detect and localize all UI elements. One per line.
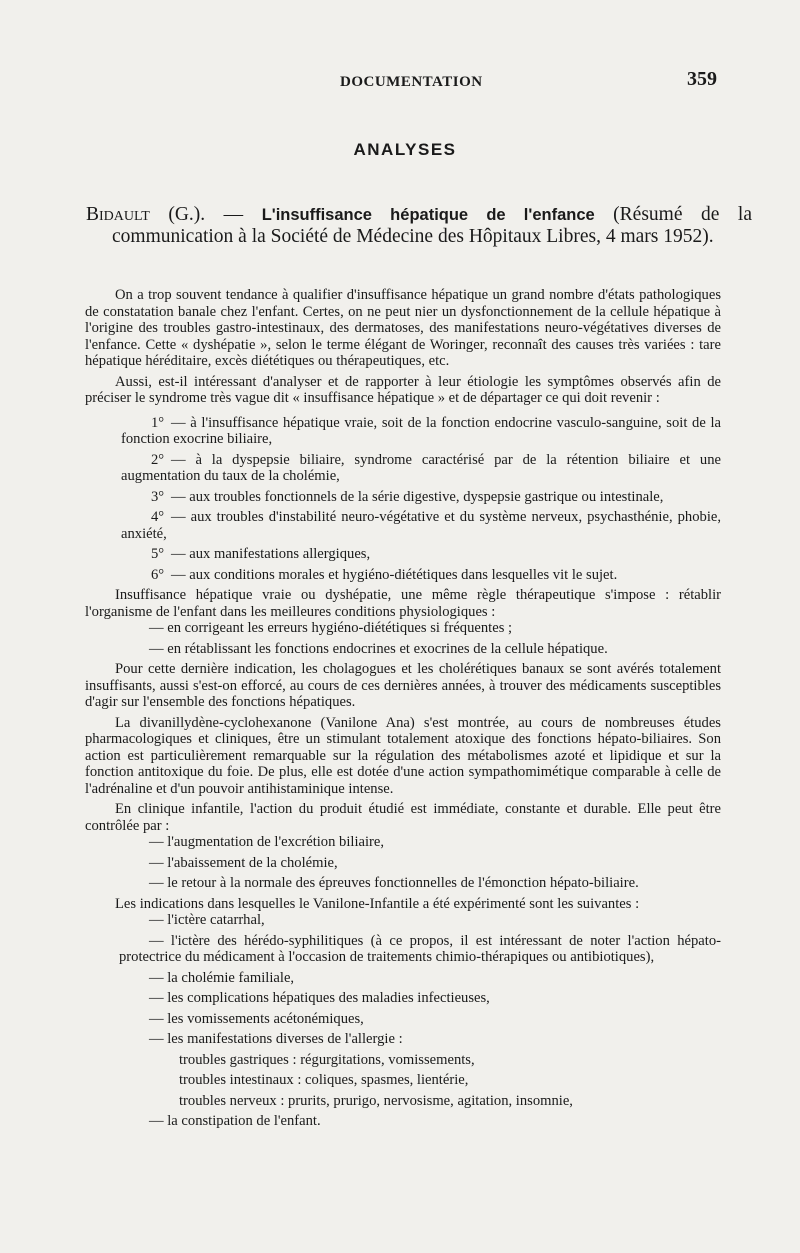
list-item — [85, 546, 721, 563]
reference-details: (Résumé de la communication à la Société de Médecine des Hôpitaux Libres, 4 mars 1952). — [112, 204, 752, 247]
list-item: — en corrigeant les erreurs hygiéno-diététiques si fréquentes ; — [149, 620, 513, 636]
list-item: — les vomissements acétonémiques, — [149, 1010, 364, 1027]
list-item: — les manifestations diverses de l'allergie : — [149, 1031, 403, 1047]
control-list — [85, 834, 721, 892]
page-number: 359 — [687, 68, 717, 90]
paragraph: On a trop souvent tendance à qualifier d'insuffisance hépatique un grand nombre d'états pathologiques de constatation banale chez l'enfant. Certes, on ne peut nier un dysfonctionnement de la cellule hépatique à l'origine des troubles gastro-intestinaux, des dermatoses, des manifestations neuro-végétatives diverses de l'enfance. Cette « dyshépatie », selon le terme élégant de Woringer, reconnaît des causes très variées : tare hépatique héréditaire, excès diététiques ou thérapeutiques, etc. — [85, 287, 721, 369]
list-item: — l'ictère des hérédo-syphilitiques (à ce propos, il est intéressant de noter l'action hépato-protectrice du médicament à l'occasion de traitements chimio-thérapiques ou antibiotiques), — [119, 932, 721, 965]
bibliographic-reference — [86, 204, 752, 247]
numbered-list — [85, 415, 721, 584]
paragraph: Insuffisance hépatique vraie ou dyshépatie, une même règle thérapeutique s'impose : rétablir l'organisme de l'enfant dans les meilleures conditions physiologiques : — [85, 587, 721, 620]
sub-list-item: troubles nerveux : prurits, prurigo, nervosisme, agitation, insomnie, — [179, 1092, 573, 1109]
sub-list-item: troubles gastriques : régurgitations, vomissements, — [179, 1051, 475, 1068]
list-item — [85, 567, 721, 584]
paragraph: Pour cette dernière indication, les cholagogues et les cholérétiques banaux se sont avérés totalement insuffisants, aussi s'est-on efforcé, au cours de ces dernières années, à trouver des médicaments susceptibles d'agir sur l'ensemble des fonctions hépatiques. — [85, 661, 721, 710]
list-item — [85, 489, 721, 506]
list-marker: 5° — [151, 546, 165, 562]
section-title: ANALYSES — [353, 140, 457, 159]
paragraph: La divanillydène-cyclohexanone (Vanilone Ana) s'est montrée, au cours de nombreuses études pharmacologiques et cliniques, être un stimulant totalement atoxique des fonctions hépato-biliaires. Son action est particulièrement remarquable sur la régulation des métabolismes azoté et lipidique et sur la fonction antitoxique du foie. De plus, elle est dotée d'une action sympathomimétique comparable à celle de l'adrénaline et d'un pouvoir antihistaminique intense. — [85, 714, 721, 797]
list-item-text: — aux manifestations allergiques, — [171, 546, 371, 562]
list-marker: 1° — [151, 414, 165, 431]
list-marker: 2° — [151, 451, 165, 468]
list-item — [85, 452, 721, 485]
running-head-title: DOCUMENTATION — [340, 74, 483, 90]
list-item: — les complications hépatiques des maladies infectieuses, — [149, 990, 490, 1006]
sub-list-item: troubles intestinaux : coliques, spasmes, lientérie, — [179, 1072, 469, 1088]
list-item-text: — aux troubles d'instabilité neuro-végétative et du système nerveux, psychasthénie, phobie, anxiété, — [121, 509, 721, 542]
therapy-list — [85, 620, 721, 657]
list-item: — l'ictère catarrhal, — [149, 912, 265, 928]
list-item: — le retour à la normale des épreuves fonctionnelles de l'émonction hépato-biliaire. — [149, 875, 639, 891]
running-head — [0, 68, 800, 98]
reference-author: Bidault — [86, 204, 150, 225]
paragraph: Les indications dans lesquelles le Vanilone-Infantile a été expérimenté sont les suivantes : — [115, 895, 640, 912]
list-item: — la constipation de l'enfant. — [149, 1113, 321, 1129]
list-item: — la cholémie familiale, — [149, 969, 295, 986]
list-item — [85, 509, 721, 542]
paragraph: En clinique infantile, l'action du produit étudié est immédiate, constante et durable. Elle peut être contrôlée par : — [85, 801, 721, 834]
list-item-text: — à la dyspepsie biliaire, syndrome caractérisé par de la rétention biliaire et une augmentation du taux de la cholémie, — [121, 451, 721, 484]
list-marker: 3° — [151, 488, 165, 505]
article-body — [85, 287, 721, 1134]
reference-initial: (G.). — — [149, 204, 262, 225]
paragraph: Aussi, est-il intéressant d'analyser et de rapporter à leur étiologie les symptômes observés afin de préciser le syndrome très vague dit « insuffisance hépatique » et de départager ce qui doit revenir : — [85, 373, 721, 406]
reference-work-title: L'insuffisance hépatique de l'enfance — [261, 206, 595, 224]
list-item-text: — aux conditions morales et hygiéno-diététiques dans lesquelles vit le sujet. — [171, 566, 618, 583]
list-item-text: — aux troubles fonctionnels de la série digestive, dyspepsie gastrique ou intestinale, — [171, 488, 664, 505]
list-item-text: — à l'insuffisance hépatique vraie, soit de la fonction endocrine vasculo-sanguine, soit de la fonction exocrine biliaire, — [121, 414, 721, 447]
list-item: — l'augmentation de l'excrétion biliaire, — [149, 834, 385, 850]
list-item — [85, 415, 721, 448]
indications-list — [85, 912, 721, 1130]
list-item: — l'abaissement de la cholémie, — [149, 854, 338, 871]
list-marker: 6° — [151, 566, 165, 583]
list-marker: 4° — [151, 509, 165, 525]
list-item: — en rétablissant les fonctions endocrines et exocrines de la cellule hépatique. — [149, 640, 608, 657]
